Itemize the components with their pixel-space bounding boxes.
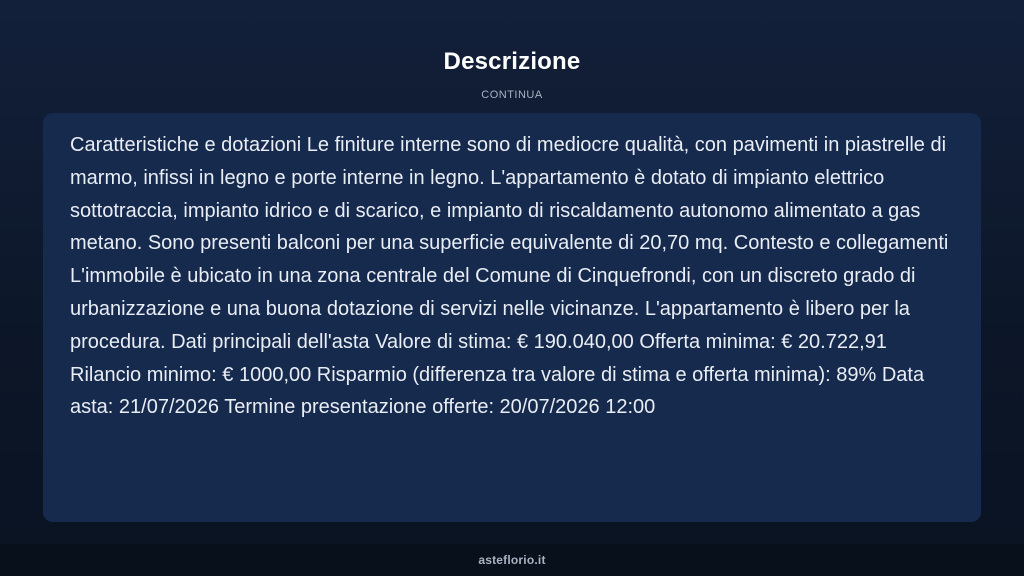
description-card — [43, 113, 981, 522]
page-subtitle: CONTINUA — [481, 89, 543, 101]
description-text: Caratteristiche e dotazioni Le finiture interne sono di mediocre qualità, con pavimenti in piastrelle di marmo, infissi in legno e porte interne in legno. L'appartamento è dotato di impianto elettrico sottotraccia, impianto idrico e di scarico, e impianto di riscaldamento autonomo alimentato a gas metano. Sono presenti balconi per una superficie equivalente di 20,70 mq. Contesto e collegamenti L'immobile è ubicato in una zona centrale del Comune di Cinquefrondi, con un discreto grado di urbanizzazione e una buona dotazione di servizi nelle vicinanze. L'appartamento è libero per la procedura. Dati principali dell'asta Valore di stima: € 190.040,00 Offerta minima: € 20.722,91 Rilancio minimo: € 1000,00 Risparmio (differenza tra valore di stima e offerta minima): 89% Data asta: 21/07/2026 Termine presentazione offerte: 20/07/2026 12:00 — [70, 134, 949, 419]
footer-bar — [0, 544, 1024, 576]
footer-site-name: asteflorio.it — [478, 553, 546, 567]
page-title: Descrizione — [443, 48, 581, 75]
